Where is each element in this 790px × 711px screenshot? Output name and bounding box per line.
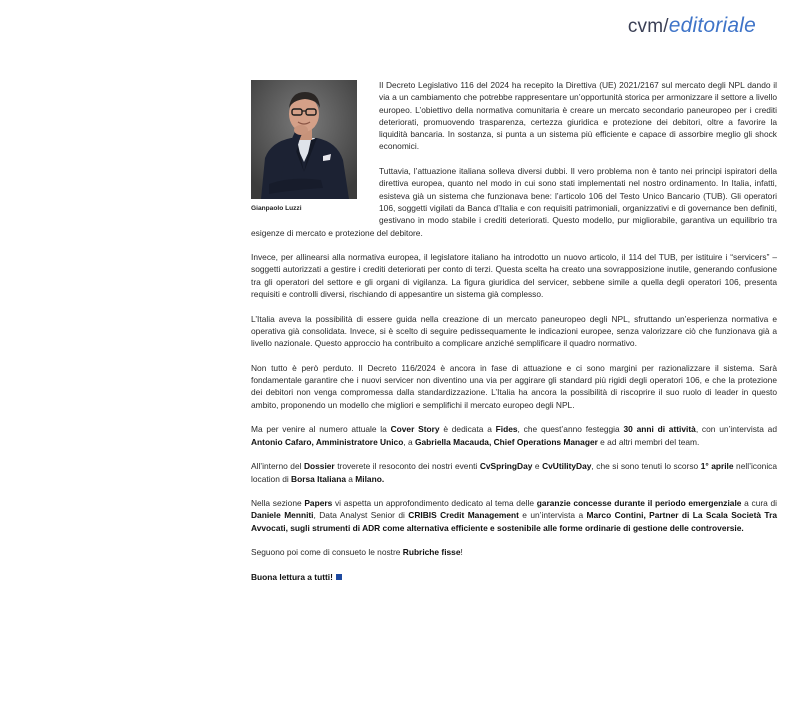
author-caption: Gianpaolo Luzzi bbox=[251, 205, 302, 212]
author-photo bbox=[251, 80, 357, 199]
text-run: Seguono poi come di consueto le nostre bbox=[251, 547, 403, 558]
text-run: è dedicata a bbox=[439, 424, 496, 435]
text-run: , con un’intervista ad bbox=[695, 424, 777, 435]
brand-slash: / bbox=[663, 16, 669, 37]
bold-run: garanzie concesse durante il periodo emergenziale bbox=[536, 498, 742, 509]
bold-run: 1° aprile bbox=[700, 461, 734, 472]
bold-run: Borsa Italiana bbox=[291, 473, 346, 484]
text-run: troverete il resoconto dei nostri eventi bbox=[334, 461, 480, 472]
text-run: , a bbox=[403, 436, 415, 447]
text-run: , Data Analyst Senior di bbox=[313, 510, 409, 521]
paragraph-papers bbox=[251, 497, 777, 534]
bold-run: CvUtilityDay bbox=[542, 461, 592, 472]
bold-run: Papers bbox=[304, 498, 333, 509]
text-run: e ad altri membri del team. bbox=[597, 436, 700, 447]
bold-run: Antonio Cafaro, Amministratore Unico bbox=[251, 436, 404, 447]
bold-run: CRIBIS Credit Management bbox=[408, 510, 519, 521]
end-square-icon bbox=[336, 574, 342, 580]
closing-line bbox=[251, 571, 777, 583]
paragraph-rubriche bbox=[251, 546, 777, 558]
text-run: nell’iconica location di bbox=[251, 461, 778, 484]
bold-run: Milano. bbox=[355, 473, 385, 484]
text-run: , che quest’anno festeggia bbox=[517, 424, 624, 435]
paragraph-1: Il Decreto Legislativo 116 del 2024 ha recepito la Direttiva (UE) 2021/2167 sul mercato degli NPL dando il via a un cambiamento che potrebbe rappresentare un’opportunità storica per armonizzare il settore a livello europeo. L’obiettivo della normativa comunitaria è creare un mercato secondario paneuropeo per i crediti deteriorati, promuovendo trasparenza, certezza giuridica e protezione dei debitori, oltre a favorire la liquidità bancaria. In sostanza, si punta a un sistema più efficiente e capace di assorbire meglio gli shock economici. bbox=[379, 80, 777, 152]
bold-run: Cover Story bbox=[390, 424, 440, 435]
bold-run: Dossier bbox=[303, 461, 335, 472]
paragraph-dossier bbox=[251, 460, 777, 485]
bold-run: Rubriche fisse bbox=[402, 547, 461, 558]
author-photo-block bbox=[251, 80, 357, 213]
bold-run: Gabriella Macauda, Chief Operations Manager bbox=[414, 436, 598, 447]
text-run: a bbox=[345, 473, 356, 484]
paragraph-5: Non tutto è però perduto. Il Decreto 116/2024 è ancora in fase di attuazione e ci sono margini per razionalizzare il sistema. Sarà fondamentale garantire che i nuovi servicer non diventino una via per aggirare gli standard più rigidi degli operatori 106, e che la protezione dei debitori non venga compromessa dalla standardizzazione. L’Italia ha ancora la possibilità di riscoprire il suo ruolo di leader in questo ambito, proponendo un modello che migliori e semplifichi il mercato europeo degli NPL. bbox=[251, 362, 777, 410]
text-run: Nella sezione bbox=[251, 498, 305, 509]
section-brand bbox=[628, 14, 756, 38]
brand-prefix: cvm bbox=[627, 16, 664, 37]
bold-run: Fides bbox=[495, 424, 518, 435]
paragraph-3: Invece, per allinearsi alla normativa europea, il legislatore italiano ha introdotto un nuovo articolo, il 114 del TUB, per istituire i “servicers” – soggetti autorizzati a gestire i crediti deteriorati per conto di terzi. Questa scelta ha creato una sovrapposizione inutile, generando confusione tra gli operatori del settore e gli organi di vigilanza. La figura giuridica del servicer, sebbene simile a quella degli operatori 106, presenta requisiti e controlli diversi, rischiando di appesantire un sistema già complesso. bbox=[251, 252, 777, 300]
closing-text: Buona lettura a tutti! bbox=[251, 571, 333, 582]
text-run: vi aspetta un approfondimento dedicato al tema delle bbox=[332, 498, 537, 509]
editorial-article bbox=[251, 79, 777, 595]
bold-run: Daniele Menniti bbox=[251, 510, 314, 521]
section-name: editoriale bbox=[668, 14, 756, 37]
text-run: Ma per venire al numero attuale la bbox=[251, 424, 391, 435]
paragraph-2: Tuttavia, l’attuazione italiana solleva diversi dubbi. Il vero problema non è tanto nei principi ispiratori della direttiva europea, quanto nel modo in cui sono stati implementati nel nostro ordinamento. In Italia, infatti, esisteva già un sistema che funzionava bene: l’articolo 106 del Testo Unico Bancario (TUB). Gli operatori 106, soggetti vigilati da Banca d’Italia e con requisiti patrimoniali, organizzativi e di governance ben definiti, gestivano in modo stabile i crediti deteriorati. Questo modello, pur migliorabile, garantiva un equilibrio tra esigenze di mercato e protezione del debitore. bbox=[251, 166, 777, 238]
text-run: , che si sono tenuti lo scorso bbox=[591, 461, 701, 472]
text-run: e un’intervista a bbox=[518, 510, 587, 521]
text-run: a cura di bbox=[741, 498, 778, 509]
paragraph-4: L’Italia aveva la possibilità di essere guida nella creazione di un mercato paneuropeo degli NPL, sfruttando un’esperienza normativa e operativa già consolidata. Invece, si è scelto di seguire pedissequamente le indicazioni europee, senza valorizzare ciò che funzionava già a livello nazionale. Questo approccio ha contribuito a complicare anziché semplificare il quadro normativo. bbox=[251, 313, 777, 349]
paragraph-cover-story bbox=[251, 423, 777, 448]
text-run: e bbox=[532, 461, 543, 472]
bold-run: CvSpringDay bbox=[479, 461, 533, 472]
text-run: ! bbox=[460, 547, 463, 558]
text-run: All’interno del bbox=[251, 461, 304, 472]
bold-run: 30 anni di attività bbox=[623, 424, 696, 435]
bold-run: Marco Contini, Partner di La Scala Società Tra Avvocati, sugli strumenti di ADR come alternativa efficiente e sostenibile alle forme ordinarie di gestione delle controversie. bbox=[251, 510, 777, 533]
